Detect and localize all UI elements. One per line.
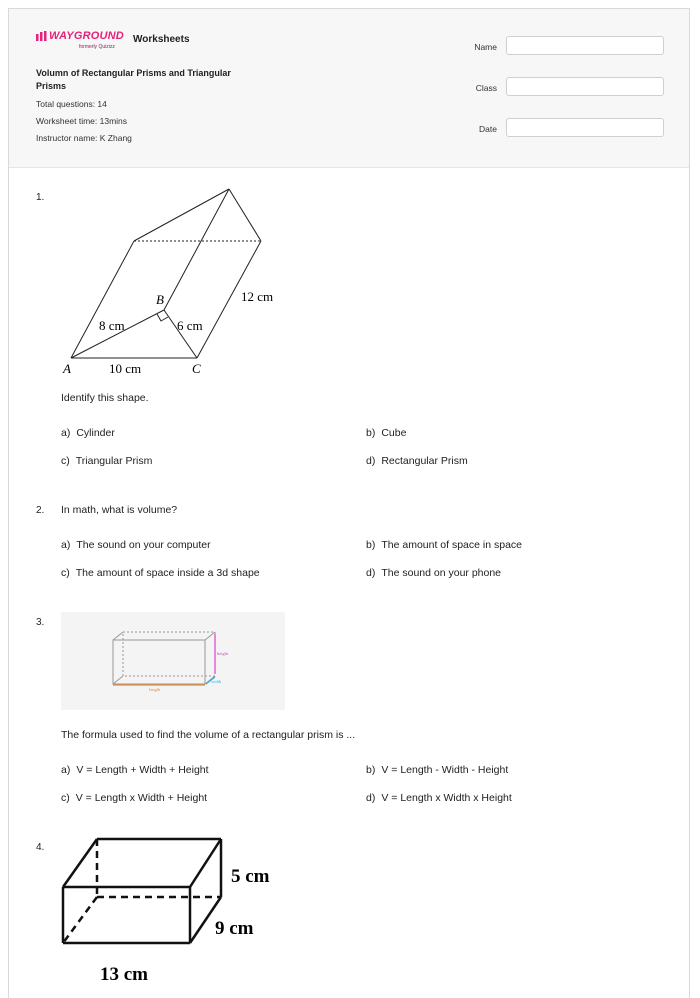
question-2-option-c[interactable]: c) The amount of space inside a 3d shape	[61, 567, 260, 579]
name-input[interactable]	[506, 36, 664, 55]
logo-text: WAYGROUND	[49, 30, 124, 42]
question-3-option-a[interactable]: a) V = Length + Width + Height	[61, 764, 209, 776]
question-2-text: In math, what is volume?	[61, 504, 178, 516]
instructor-name: Instructor name: K Zhang	[36, 133, 132, 143]
question-3-option-c[interactable]: c) V = Length x Width + Height	[61, 792, 208, 804]
height-label: height	[217, 651, 229, 656]
question-2-number: 2.	[36, 505, 45, 516]
question-1-number: 1.	[36, 192, 45, 203]
question-1-text: Identify this shape.	[61, 392, 149, 404]
vertex-b-label: B	[156, 292, 164, 307]
question-4-number: 4.	[36, 842, 45, 853]
worksheet-page	[8, 8, 690, 998]
height-dimension-label: 5 cm	[231, 866, 270, 887]
class-label: Class	[475, 83, 497, 93]
question-1-option-d[interactable]: d) Rectangular Prism	[366, 455, 468, 467]
question-2-option-b[interactable]: b) The amount of space in space	[366, 539, 523, 551]
question-1-option-b[interactable]: b) Cube	[366, 427, 407, 439]
question-3-option-d[interactable]: d) V = Length x Width x Height	[366, 792, 512, 804]
worksheet-title: Volumn of Rectangular Prisms and Triangular Prisms	[36, 68, 231, 91]
logo-mark-icon	[36, 31, 50, 41]
question-1-option-a[interactable]: a) Cylinder	[61, 427, 115, 439]
question-1-option-c[interactable]: c) Triangular Prism	[61, 455, 153, 467]
triangular-prism-figure	[59, 184, 299, 379]
question-3-number: 3.	[36, 617, 45, 628]
side-bc-label: 6 cm	[177, 318, 203, 333]
question-3-option-b[interactable]: b) V = Length - Width - Height	[366, 764, 509, 776]
rectangular-prism-diagram	[61, 612, 285, 710]
side-ab-label: 8 cm	[99, 318, 125, 333]
width-label: width	[211, 679, 222, 684]
total-questions: Total questions: 14	[36, 99, 107, 109]
question-3-text: The formula used to find the volume of a rectangular prism is ...	[61, 729, 356, 741]
length-label: length	[149, 687, 161, 692]
brand-label: Worksheets	[133, 34, 190, 45]
vertex-c-label: C	[192, 361, 201, 376]
question-2-option-a[interactable]: a) The sound on your computer	[61, 539, 211, 551]
class-input[interactable]	[506, 77, 664, 96]
worksheet-header	[9, 9, 689, 168]
vertex-a-label: A	[63, 361, 71, 376]
width-dimension-label: 9 cm	[215, 918, 254, 939]
side-ac-label: 10 cm	[109, 361, 142, 376]
length-dimension-label: 13 cm	[100, 964, 149, 985]
depth-label: 12 cm	[241, 289, 274, 304]
rectangular-prism-figure	[57, 835, 297, 987]
logo-subtitle: formerly Quizizz	[79, 44, 115, 50]
date-label: Date	[479, 124, 497, 134]
worksheet-time: Worksheet time: 13mins	[36, 116, 128, 126]
date-input[interactable]	[506, 118, 664, 137]
name-label: Name	[474, 42, 497, 52]
question-2-option-d[interactable]: d) The sound on your phone	[366, 567, 502, 579]
